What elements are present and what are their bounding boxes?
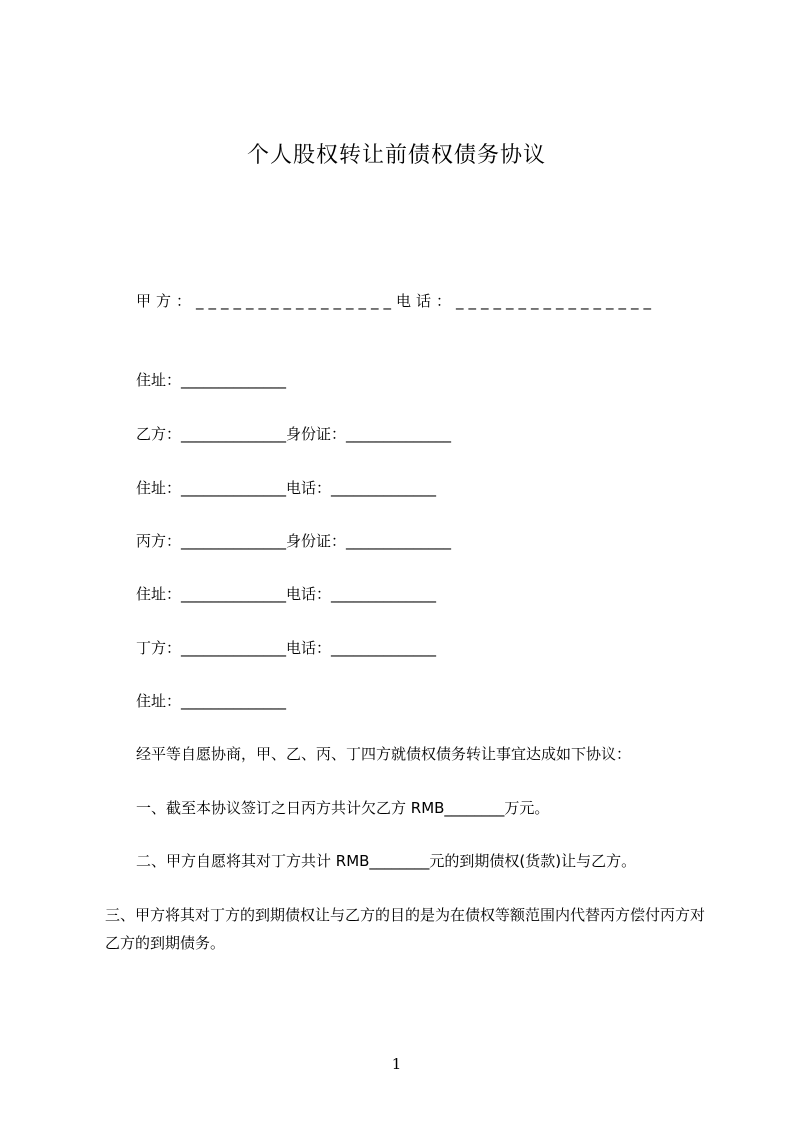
party-c-address-line: 住址：______________电话：______________ [136, 585, 437, 603]
party-b-address-line: 住址：______________电话：______________ [136, 479, 437, 497]
clause-2: 二、甲方自愿将其对丁方共计 RMB________元的到期债权(货款)让与乙方。 [136, 852, 637, 870]
party-a-line: 甲方：________________电话：________________ [136, 292, 657, 310]
party-a-address-line: 住址：______________ [136, 371, 287, 389]
party-d-address-line: 住址：______________ [136, 692, 287, 710]
document-title: 个人股权转让前债权债务协议 [246, 143, 546, 168]
agreement-intro: 经平等自愿协商，甲、乙、丙、丁四方就债权债务转让事宜达成如下协议： [136, 745, 632, 763]
clause-3: 三、甲方将其对丁方的到期债权让与乙方的目的是为在债权等额范围内代替丙方偿付丙方对乙方的到期债务。 [105, 906, 706, 952]
party-c-line: 丙方：______________身份证：______________ [136, 532, 452, 550]
party-b-line: 乙方：______________身份证：______________ [136, 425, 452, 443]
clause-1: 一、截至本协议签订之日丙方共计欠乙方 RMB________万元。 [136, 799, 550, 817]
party-d-line: 丁方：______________电话：______________ [136, 639, 437, 657]
page-number: 1 [391, 1055, 402, 1073]
